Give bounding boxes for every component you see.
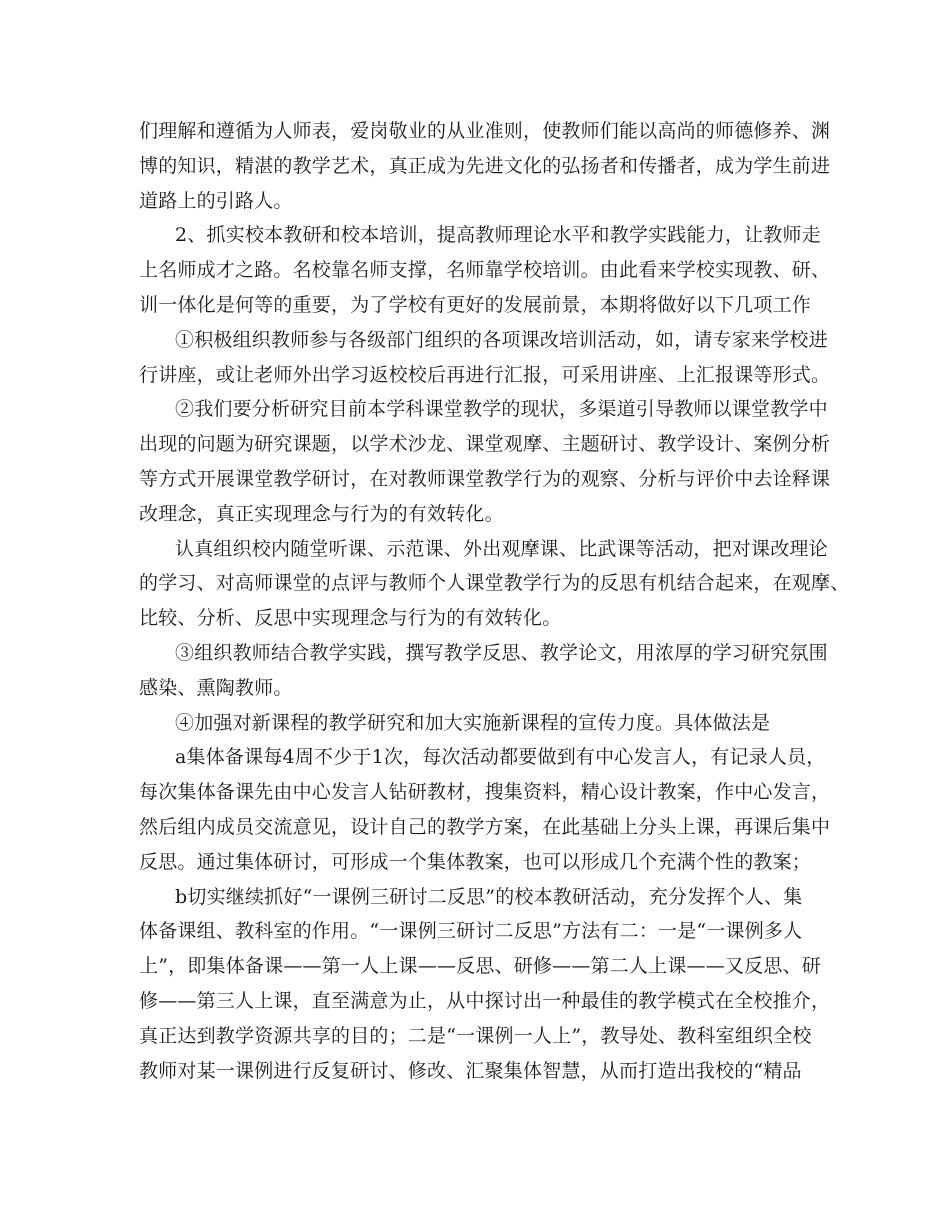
document-body bbox=[139, 114, 850, 1088]
text-line: 比较、分析、反思中实现理念与行为的有效转化。 bbox=[139, 607, 562, 630]
text-line: 行讲座，或让老师外出学习返校校后再进行汇报，可采用讲座、上汇报课等形式。 bbox=[139, 363, 831, 386]
text-line: 道路上的引路人。 bbox=[139, 189, 293, 212]
text-line: 博的知识，精湛的教学艺术，真正成为先进文化的弘扬者和传播者，成为学生前进 bbox=[139, 154, 831, 177]
text-line: 认真组织校内随堂听课、示范课、外出观摩课、比武课等活动，把对课改理论 bbox=[175, 537, 828, 560]
text-line: 们理解和遵循为人师表，爱岗敬业的从业准则，使教师们能以高尚的师德修养、渊 bbox=[139, 120, 831, 142]
paragraph-circle-3 bbox=[139, 636, 828, 706]
text-line: 的学习、对高师课堂的点评与教师个人课堂教学行为的反思有机结合起来，在观摩、 bbox=[139, 572, 850, 595]
text-line: ①积极组织教师参与各级部门组织的各项课改培训活动，如，请专家来学校进 bbox=[175, 328, 828, 351]
text-line: 等方式开展课堂教学研讨，在对教师课堂教学行为的观察、分析与评价中去诠释课 bbox=[139, 467, 831, 490]
text-line: 每次集体备课先由中心发言人钻研教材，搜集资料，精心设计教案，作中心发言， bbox=[139, 781, 831, 804]
text-line: 感染、熏陶教师。 bbox=[139, 676, 293, 699]
text-line: 教师对某一课例进行反复研讨、修改、汇聚集体智慧，从而打造出我校的“精品 bbox=[139, 1059, 802, 1082]
paragraph-observe bbox=[139, 532, 850, 636]
paragraph-item-a bbox=[139, 740, 831, 879]
text-line: 然后组内成员交流意见，设计自己的教学方案，在此基础上分头上课，再课后集中 bbox=[139, 815, 831, 838]
paragraph-item-2 bbox=[139, 218, 831, 322]
paragraph-circle-2 bbox=[139, 392, 831, 531]
text-line: 训一体化是何等的重要，为了学校有更好的发展前景，本期将做好以下几项工作 bbox=[139, 293, 812, 316]
text-line: 反思。通过集体研讨，可形成一个集体教案，也可以形成几个充满个性的教案； bbox=[139, 850, 812, 873]
text-line: 出现的问题为研究课题，以学术沙龙、课堂观摩、主题研讨、教学设计、案例分析 bbox=[139, 433, 831, 456]
text-line: 修——第三人上课，直至满意为止，从中探讨出一种最佳的教学模式在全校推介， bbox=[139, 989, 831, 1012]
paragraph-item-b bbox=[139, 880, 831, 1089]
text-line: 真正达到教学资源共享的目的；二是“一课例一人上”，教导处、教科室组织全校 bbox=[139, 1024, 812, 1047]
paragraph-circle-4 bbox=[139, 706, 819, 741]
text-line: 上名师成才之路。名校靠名师支撑，名师靠学校培训。由此看来学校实现教、研、 bbox=[139, 259, 831, 282]
paragraph-continuation bbox=[139, 114, 831, 218]
text-line: b切实继续抓好“一课例三研讨二反思”的校本教研活动，充分发挥个人、集 bbox=[175, 885, 803, 908]
paragraph-circle-1 bbox=[139, 323, 831, 393]
text-line: 上”，即集体备课——第一人上课——反思、研修——第二人上课——又反思、研 bbox=[139, 955, 821, 978]
text-line: a集体备课每4周不少于1次，每次活动都要做到有中心发言人，有记录人员， bbox=[175, 746, 826, 769]
text-line: ④加强对新课程的教学研究和加大实施新课程的宣传力度。具体做法是 bbox=[175, 711, 771, 734]
text-line: 2、抓实校本教研和校本培训，提高教师理论水平和教学实践能力，让教师走 bbox=[175, 224, 821, 247]
text-line: ③组织教师结合教学实践，撰写教学反思、教学论文，用浓厚的学习研究氛围 bbox=[175, 641, 828, 664]
text-line: 体备课组、教科室的作用。“一课例三研讨二反思”方法有二：一是“一课例多人 bbox=[139, 920, 803, 943]
text-line: ②我们要分析研究目前本学科课堂教学的现状，多渠道引导教师以课堂教学中 bbox=[175, 398, 828, 421]
text-line: 改理念，真正实现理念与行为的有效转化。 bbox=[139, 502, 504, 525]
